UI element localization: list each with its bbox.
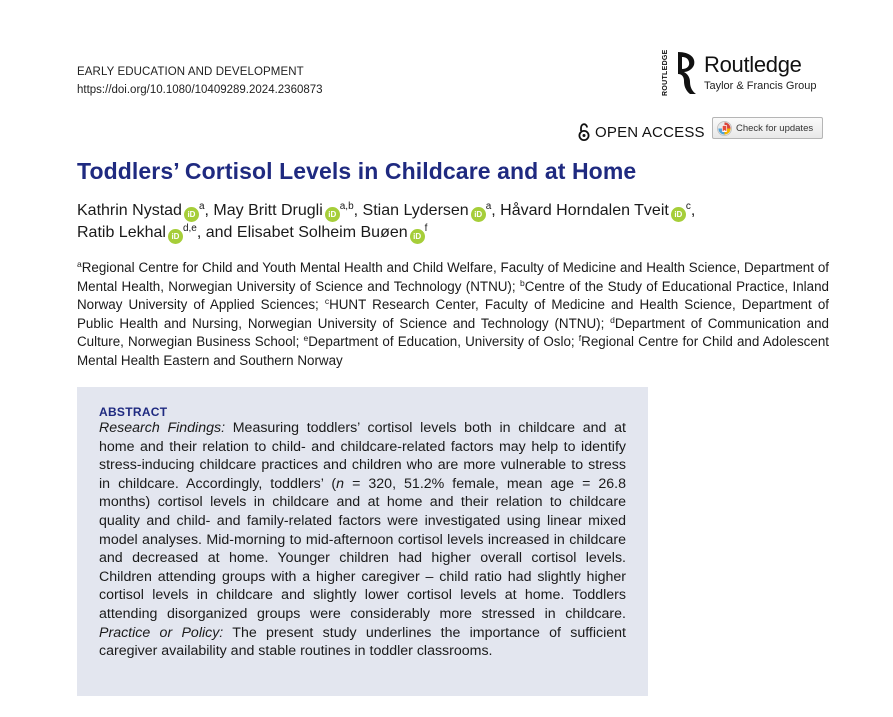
affil-sup: a [77, 259, 82, 269]
affil-sup: c [324, 296, 330, 307]
affil-text: Department of Education, University of Oslo; [308, 334, 579, 350]
affil-text: Regional Centre for Child and Youth Mental Health and Child Welfare, Faculty of Medicine and Health Science, Department of Mental Health, Norwegian University of Science and Technology (NTNU); [77, 260, 829, 294]
author[interactable] [500, 202, 691, 219]
orcid-icon[interactable]: iD [671, 207, 686, 222]
author-separator: , [353, 202, 363, 219]
author-affil-sup: f [424, 223, 428, 234]
abstract-heading: ABSTRACT [99, 405, 168, 419]
author-name: Stian Lydersen [362, 202, 469, 219]
orcid-icon[interactable]: iD [184, 207, 199, 222]
orcid-icon[interactable]: iD [471, 207, 486, 222]
abstract-body [99, 419, 626, 661]
author-affil-sup: c [685, 201, 691, 212]
publisher-logo [662, 50, 832, 96]
author[interactable] [77, 224, 197, 241]
orcid-icon[interactable]: iD [168, 229, 183, 244]
author-separator: , and [196, 224, 237, 241]
publisher-name: Routledge [704, 52, 802, 77]
affil-sup: d [610, 314, 615, 325]
author[interactable] [213, 202, 353, 219]
publisher-subtitle: Taylor & Francis Group [704, 80, 817, 92]
author-affil-sup: d,e [182, 223, 197, 234]
affil-sup: f [578, 333, 582, 344]
practice-text: The present study underlines the importance of sufficient caregiver availability and stable routines in toddler classrooms. [99, 624, 626, 660]
findings-text: Measuring toddlers’ cortisol levels both in childcare and at home and their relation to child- and childcare-related factors may help to identify stress-inducing childcare practices and children who are more vulnerable to stress in childcare. Accordingly, toddlers’ ( [99, 420, 626, 492]
author-affil-sup: a [485, 201, 492, 212]
check-for-updates-label: Check for updates [736, 122, 814, 134]
author-separator: , [204, 202, 214, 219]
routledge-r-logo-icon [674, 50, 698, 96]
check-for-updates-button[interactable] [712, 117, 823, 139]
article-title: Toddlers’ Cortisol Levels in Childcare and at Home [77, 158, 637, 184]
affil-text: Department of Communication and Culture, Norwegian Business School; [77, 315, 829, 350]
affil-text: HUNT Research Center, Faculty of Medicine and Health Science, Department of Public Health and Nursing, Norwegian University of Science and Technology (NTNU); [77, 297, 829, 331]
author[interactable] [237, 224, 428, 241]
author-list [77, 200, 837, 244]
author-separator: , [690, 202, 696, 219]
author-name: Håvard Horndalen Tveit [500, 202, 669, 219]
findings-label: Research Findings: [99, 420, 226, 436]
author-name: Ratib Lekhal [77, 224, 166, 241]
publisher-vertical-text: ROUTLEDGE [662, 49, 669, 96]
open-lock-icon [577, 123, 591, 141]
author-affil-sup: a [198, 201, 205, 212]
journal-name: EARLY EDUCATION AND DEVELOPMENT [77, 66, 304, 78]
open-access-label: OPEN ACCESS [595, 123, 705, 141]
author-name: May Britt Drugli [213, 202, 323, 219]
affiliations [77, 259, 829, 371]
author-name: Elisabet Solheim Buøen [236, 224, 408, 241]
author[interactable] [363, 202, 492, 219]
doi-link[interactable]: https://doi.org/10.1080/10409289.2024.2360873 [77, 84, 323, 96]
affil-sup: e [303, 333, 309, 344]
practice-label: Practice or Policy: [99, 624, 224, 641]
crossmark-icon [717, 121, 732, 136]
orcid-icon[interactable]: iD [410, 229, 425, 244]
author-name: Kathrin Nystad [77, 202, 182, 219]
affil-sup: b [519, 277, 525, 288]
abstract-box [77, 387, 648, 696]
open-access-badge [577, 122, 705, 142]
author-separator: , [491, 202, 501, 219]
findings-text-cont: = 320, 51.2% female, mean age = 26.8 months) cortisol levels in childcare and at home and their relation to childcare quality and child- and family-related factors were investigated using linear mixed model analyses. Mid-morning to mid-afternoon cortisol levels increased in childcare and decreased at home. Younger children had higher overall cortisol levels. Children attending groups with a higher caregiver – child ratio had slightly higher cortisol levels in childcare and slightly lower cortisol levels at home. Toddlers attending disorganized groups were considerably more stressed in childcare. [99, 475, 626, 622]
n-symbol: n [336, 475, 345, 492]
author[interactable] [77, 202, 205, 219]
author-affil-sup: a,b [339, 201, 354, 212]
affil-text: Regional Centre for Child and Adolescent Mental Health Eastern and Southern Norway [77, 334, 829, 368]
orcid-icon[interactable]: iD [325, 207, 340, 222]
affil-text: Centre of the Study of Educational Practice, Inland Norway University of Applied Sciences; [77, 278, 830, 313]
